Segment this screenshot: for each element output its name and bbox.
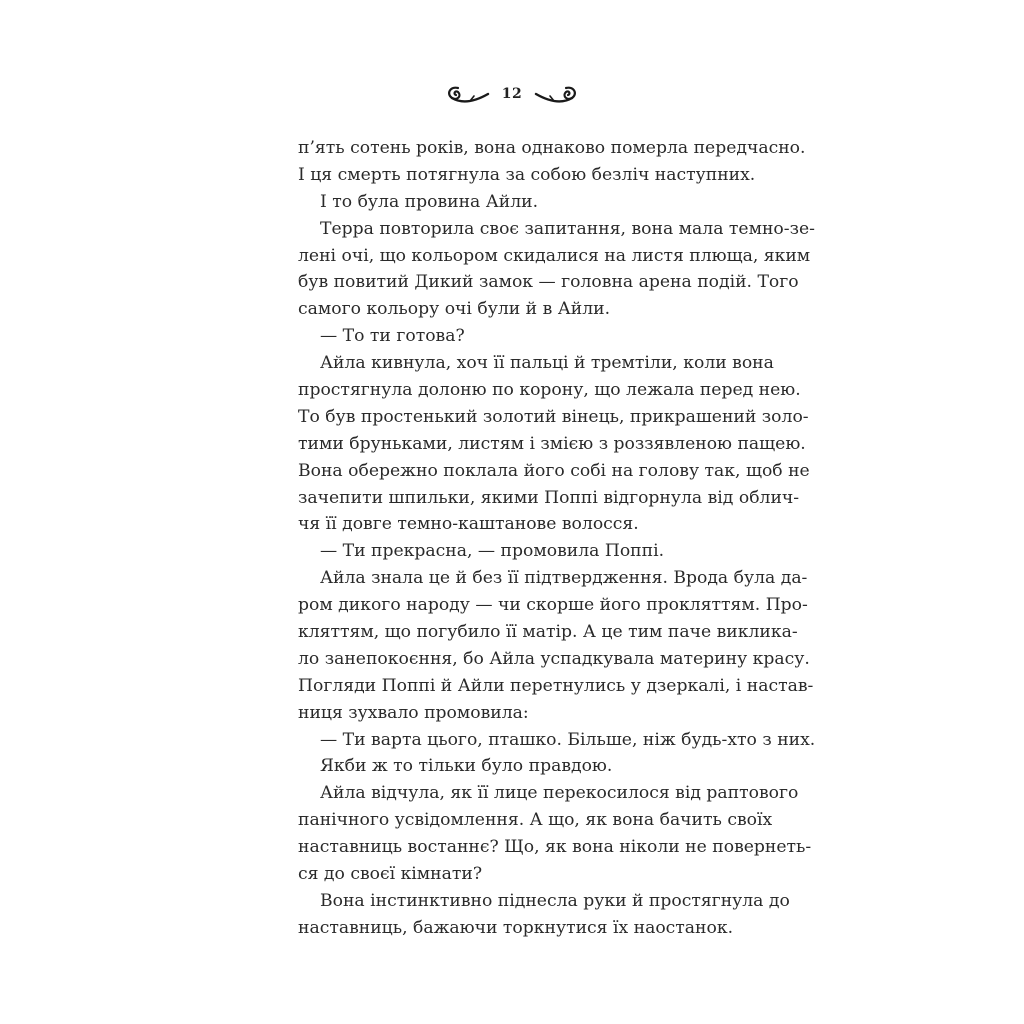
text-line: Погляди Поппі й Айли перетнулись у дзеркалі, і настав- [298, 675, 814, 696]
text-line: — То ти готова? [320, 326, 465, 347]
text-line: ниця зухвало промовила: [298, 702, 529, 723]
text-line: Вона інстинктивно піднесла руки й простягнула до [320, 890, 790, 911]
text-line: То був простенький золотий вінець, прикрашений золо- [298, 406, 809, 427]
text-line: — Ти варта цього, пташко. Більше, ніж будь-хто з них. [320, 729, 816, 750]
text-line: тими бруньками, листям і змією з роззявленою пащею. [298, 433, 806, 454]
text-line: — Ти прекрасна, — промовила Поппі. [320, 541, 665, 562]
text-line: самого кольору очі були й в Айли. [298, 299, 611, 320]
text-line: Айла кивнула, хоч її пальці й тремтіли, коли вона [320, 353, 774, 374]
text-line: Айла відчула, як її лице перекосилося від раптового [320, 783, 799, 804]
text-line: панічного усвідомлення. А що, як вона бачить своїх [298, 810, 773, 831]
text-line: Айла знала це й без її підтвердження. Врода була да- [320, 568, 808, 589]
swirl-ornament-left-icon [444, 82, 492, 106]
text-line: ся до своєї кімнати? [298, 864, 483, 885]
text-line: чя її довге темно-каштанове волосся. [298, 514, 639, 535]
body-text [298, 135, 816, 942]
text-line: ло занепокоєння, бо Айла успадкувала материну красу. [298, 648, 810, 669]
text-line: п’ять сотень років, вона однаково померла передчасно. [298, 138, 806, 158]
text-line: Вона обережно поклала його собі на голову так, щоб не [298, 460, 810, 481]
text-line: Якби ж то тільки було правдою. [320, 756, 613, 777]
text-line: простягнула долоню по корону, що лежала перед нею. [298, 380, 801, 401]
text-line: кляттям, що погубило її матір. А це тим паче виклика- [298, 622, 798, 643]
text-line: ром дикого народу — чи скорше його прокляттям. Про- [298, 595, 808, 616]
page-header [0, 80, 1024, 108]
text-line: був повитий Дикий замок — головна арена подій. Того [298, 272, 799, 293]
text-line: наставниць, бажаючи торкнутися їх наостанок. [298, 917, 734, 938]
text-line: зачепити шпильки, якими Поппі відгорнула від облич- [298, 487, 800, 508]
text-line: І то була провина Айли. [320, 191, 539, 212]
page-number: 12 [501, 86, 523, 102]
text-line: Терра повторила своє запитання, вона мала темно-зе- [320, 218, 815, 239]
text-line: лені очі, що кольором скидалися на листя плюща, яким [298, 245, 811, 266]
text-line: наставниць востаннє? Що, як вона ніколи не повернеть- [298, 837, 812, 858]
text-line: І ця смерть потягнула за собою безліч наступних. [298, 164, 756, 185]
swirl-ornament-right-icon [532, 82, 580, 106]
